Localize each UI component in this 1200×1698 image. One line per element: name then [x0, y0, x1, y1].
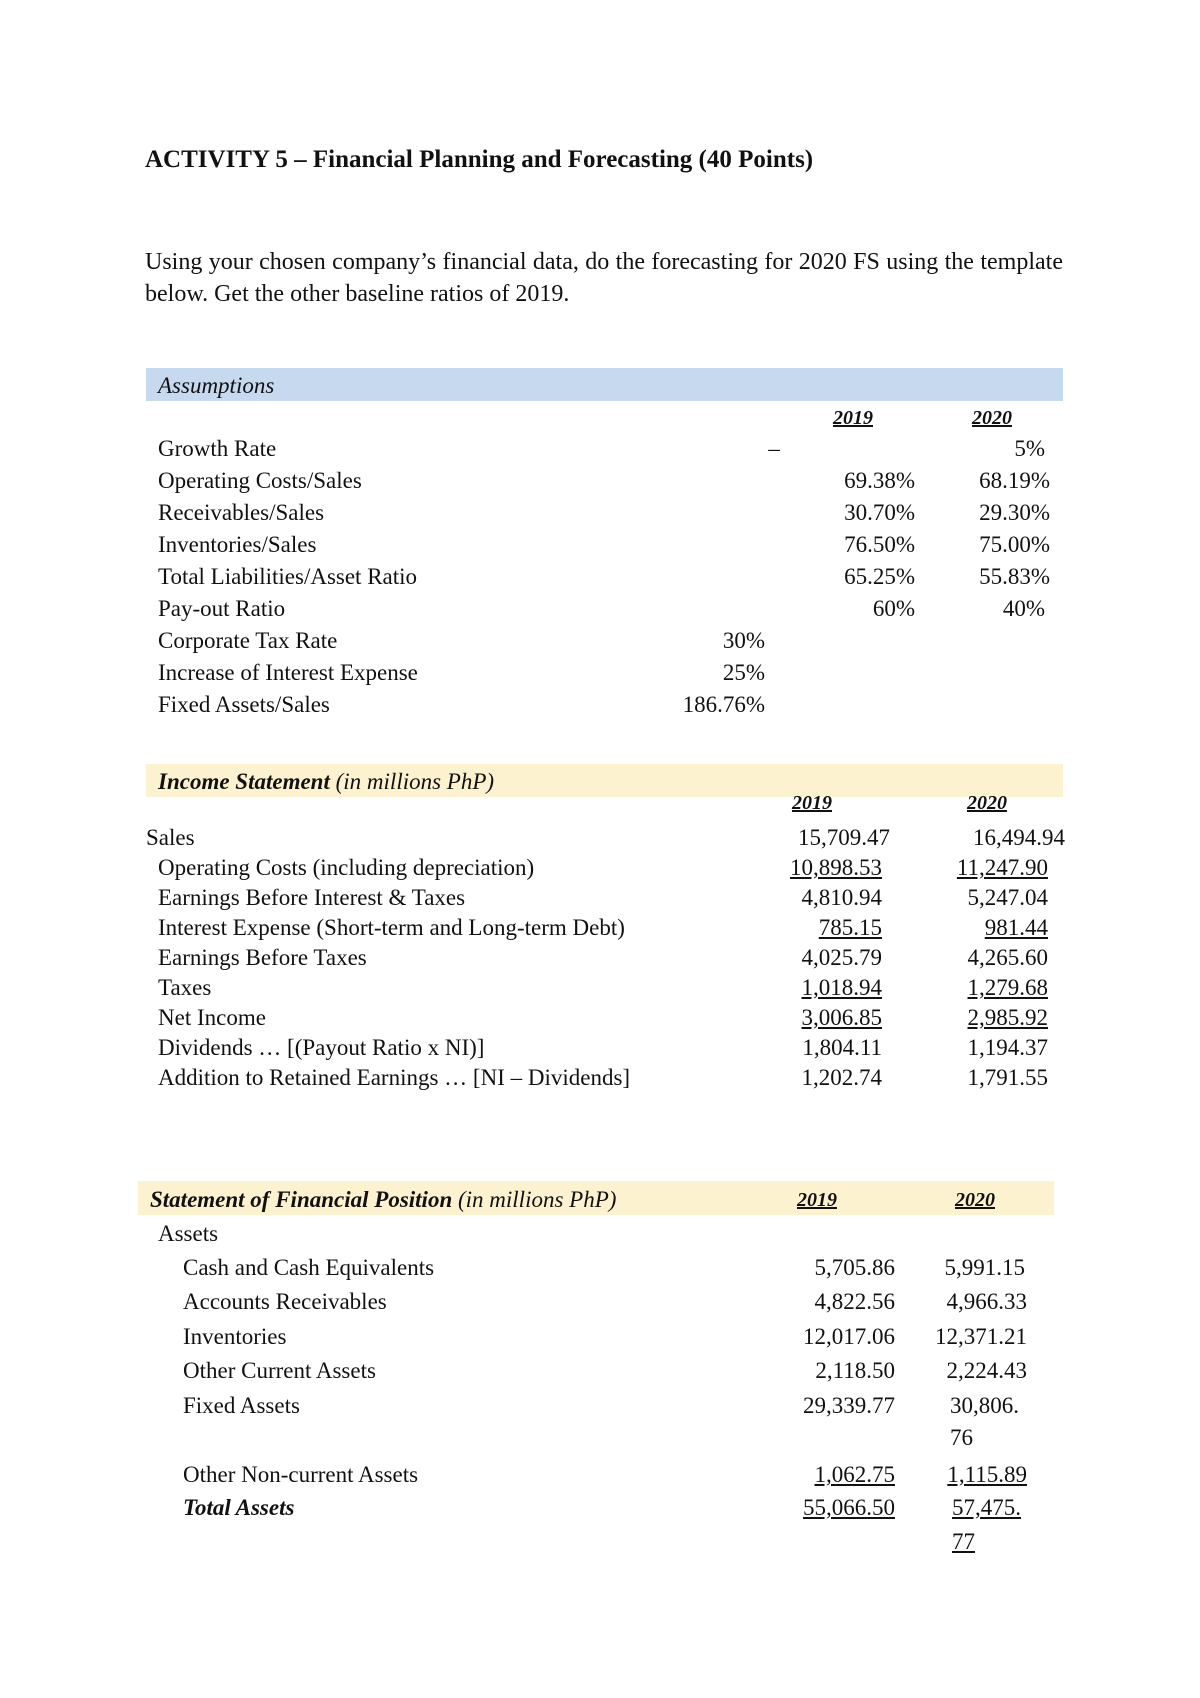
sfp-2019-value: 4,822.56	[814, 1289, 895, 1314]
assumption-2019-value: 60%	[872, 596, 915, 621]
income-2020-value: 5,247.04	[967, 885, 1048, 910]
assumption-2020-value: 68.19%	[979, 468, 1050, 493]
sfp-2019-value: 12,017.06	[803, 1324, 895, 1349]
income-label: Dividends … [(Payout Ratio x NI)]	[158, 1035, 485, 1060]
sfp-2020-value: 2,224.43	[946, 1358, 1027, 1383]
sfp-year-2020: 2020	[955, 1189, 995, 1211]
income-year-2020: 2020	[967, 792, 1007, 814]
income-label: Taxes	[158, 975, 212, 1000]
assumption-label: Inventories/Sales	[158, 532, 317, 557]
assumption-2020-value: 5%	[1014, 436, 1045, 461]
total-assets-2020-value-line1: 57,475.	[952, 1495, 1021, 1520]
income-year-2019: 2019	[792, 792, 832, 814]
total-assets-2019-value: 55,066.50	[803, 1495, 895, 1520]
income-2019-value: 785.15	[818, 915, 882, 940]
assumptions-heading: Assumptions	[158, 373, 275, 398]
assumption-2019-value: 76.50%	[844, 532, 915, 557]
assumptions-year-2019: 2019	[833, 407, 873, 429]
income-label: Sales	[146, 825, 195, 850]
income-label: Interest Expense (Short-term and Long-term Debt)	[158, 915, 625, 940]
income-label: Earnings Before Taxes	[158, 945, 367, 970]
sfp-heading-unit: (in millions PhP)	[452, 1187, 617, 1212]
assumption-2019-value: 69.38%	[844, 468, 915, 493]
income-2020-value: 4,265.60	[967, 945, 1048, 970]
assumption-2019-value: 30.70%	[844, 500, 915, 525]
assumption-2020-value: 40%	[1002, 596, 1045, 621]
income-2020-value: 1,791.55	[967, 1065, 1048, 1090]
total-assets-label: Total Assets	[183, 1495, 295, 1520]
sfp-2020-value: 1,115.89	[947, 1462, 1027, 1487]
assumption-label: Receivables/Sales	[158, 500, 325, 525]
sfp-2020-value: 4,966.33	[946, 1289, 1027, 1314]
income-label: Addition to Retained Earnings … [NI – Dividends]	[158, 1065, 631, 1090]
assumption-label: Operating Costs/Sales	[158, 468, 362, 493]
assumption-2020-value: 75.00%	[979, 532, 1050, 557]
sfp-2020-value: 5,991.15	[944, 1255, 1025, 1280]
sfp-2019-value: 1,062.75	[814, 1462, 895, 1487]
sfp-label: Other Current Assets	[183, 1358, 376, 1383]
sfp-2020-value-line2: 76	[950, 1425, 973, 1450]
sfp-label: Cash and Cash Equivalents	[183, 1255, 435, 1280]
sfp-label: Accounts Receivables	[183, 1289, 387, 1314]
income-2019-value: 1,018.94	[801, 975, 882, 1000]
assumption-base-value: 25%	[722, 660, 765, 685]
sfp-label: Fixed Assets	[183, 1393, 300, 1418]
assumption-2019-value: 65.25%	[844, 564, 915, 589]
income-2020-value: 1,194.37	[967, 1035, 1048, 1060]
sfp-label: Other Non-current Assets	[183, 1462, 419, 1487]
assumptions-header-band	[146, 368, 1063, 401]
sfp-label: Inventories	[183, 1324, 287, 1349]
assumption-base-value: 30%	[722, 628, 765, 653]
activity-title: ACTIVITY 5 – Financial Planning and Forecasting (40 Points)	[145, 146, 814, 173]
income-heading-unit: (in millions PhP)	[329, 769, 495, 794]
income-label: Operating Costs (including depreciation)	[158, 855, 535, 880]
sfp-2020-value: 12,371.21	[935, 1324, 1027, 1349]
income-2020-value: 16,494.94	[973, 825, 1065, 850]
total-assets-2020-value-line2: 77	[952, 1529, 975, 1554]
sfp-year-2019: 2019	[797, 1189, 837, 1211]
sfp-2020-value-line1: 30,806.	[950, 1393, 1019, 1418]
sfp-heading	[150, 1188, 616, 1211]
income-2019-value: 15,709.47	[798, 825, 890, 850]
assumption-label: Total Liabilities/Asset Ratio	[158, 564, 418, 589]
income-2020-value: 981.44	[984, 915, 1048, 940]
income-2020-value: 2,985.92	[967, 1005, 1048, 1030]
income-2019-value: 1,202.74	[801, 1065, 882, 1090]
income-2020-value: 1,279.68	[967, 975, 1048, 1000]
assumption-base-value: –	[768, 436, 780, 461]
income-2019-value: 10,898.53	[790, 855, 882, 880]
assumption-label: Increase of Interest Expense	[158, 660, 418, 685]
income-label: Net Income	[158, 1005, 266, 1030]
sfp-heading-bold: Statement of Financial Position	[150, 1187, 453, 1212]
intro-paragraph: Using your chosen company’s financial data, do the forecasting for 2020 FS using the template below. Get the other baseline ratios of 2019.	[145, 249, 1063, 307]
income-label: Earnings Before Interest & Taxes	[158, 885, 466, 910]
assumption-2020-value: 29.30%	[979, 500, 1050, 525]
income-2020-value: 11,247.90	[956, 855, 1048, 880]
assumption-label: Pay-out Ratio	[158, 596, 286, 621]
income-2019-value: 4,025.79	[801, 945, 882, 970]
assumption-2020-value: 55.83%	[979, 564, 1050, 589]
income-heading-bold: Income Statement	[158, 769, 330, 794]
assumptions-year-2020: 2020	[972, 407, 1012, 429]
assumption-label: Fixed Assets/Sales	[158, 692, 330, 717]
income-2019-value: 4,810.94	[801, 885, 882, 910]
income-heading	[158, 770, 494, 793]
sfp-2019-value: 2,118.50	[815, 1358, 895, 1383]
assumption-label: Corporate Tax Rate	[158, 628, 338, 653]
assumption-label: Growth Rate	[158, 436, 277, 461]
assumption-base-value: 186.76%	[682, 692, 765, 717]
income-2019-value: 1,804.11	[802, 1035, 882, 1060]
assets-label: Assets	[158, 1221, 219, 1246]
sfp-2019-value: 29,339.77	[803, 1393, 895, 1418]
sfp-2019-value: 5,705.86	[814, 1255, 895, 1280]
income-2019-value: 3,006.85	[801, 1005, 882, 1030]
